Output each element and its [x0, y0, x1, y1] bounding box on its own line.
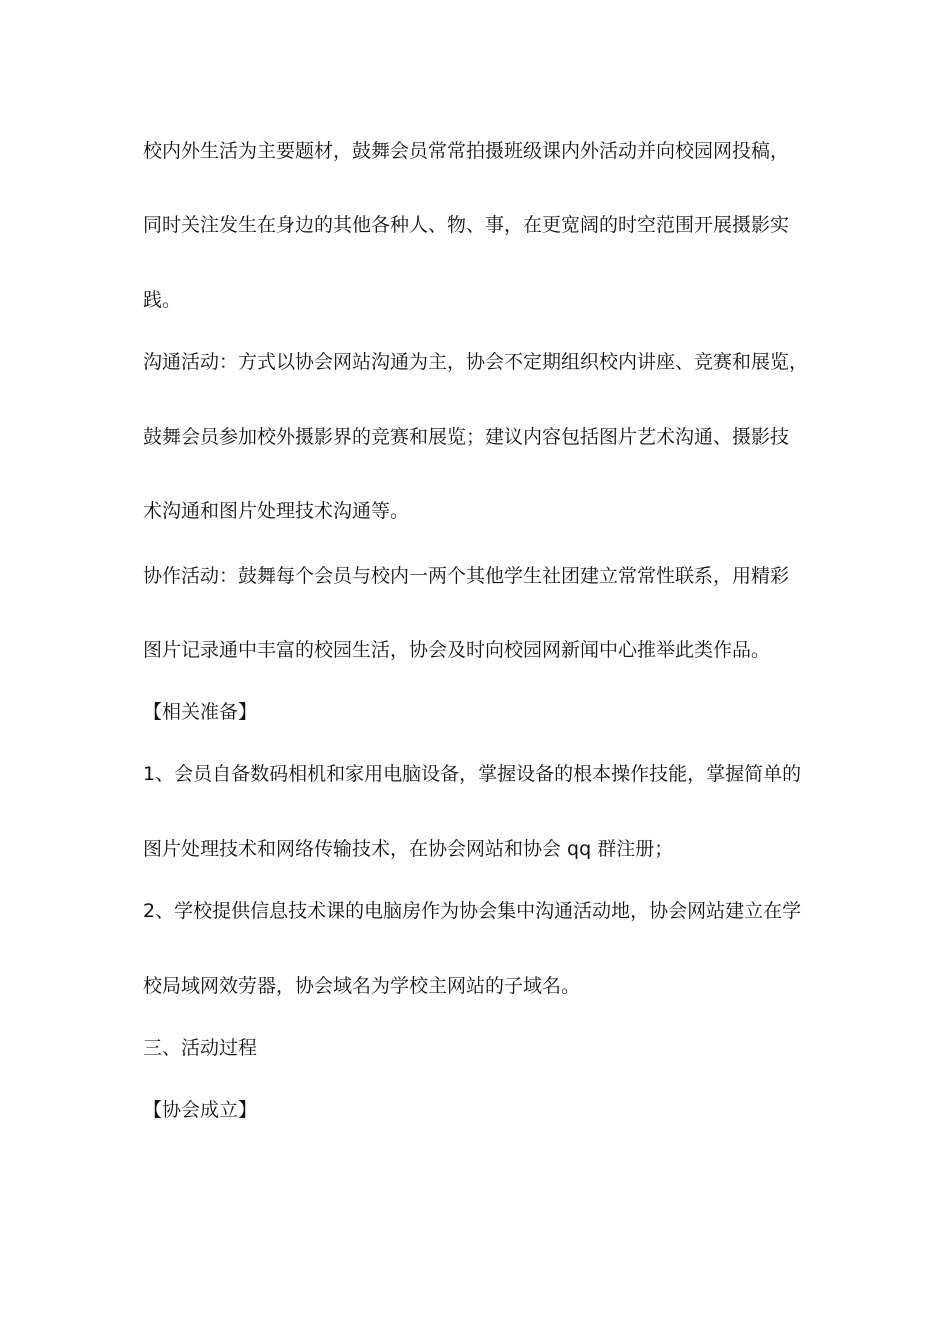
paragraph-line: 践。: [143, 289, 182, 311]
paragraph-line: 协作活动：鼓舞每个会员与校内一两个其他学生社团建立常常性联系，用精彩: [143, 565, 790, 587]
paragraph-line: 鼓舞会员参加校外摄影界的竞赛和展览；建议内容包括图片艺术沟通、摄影技: [143, 426, 790, 448]
paragraph-line: 图片处理技术和网络传输技术，在协会网站和协会 qq 群注册；: [143, 838, 674, 860]
paragraph-line: 沟通活动：方式以协会网站沟通为主，协会不定期组织校内讲座、竞赛和展览，: [143, 351, 809, 373]
paragraph-line: 同时关注发生在身边的其他各种人、物、事，在更宽阔的时空范围开展摄影实: [143, 214, 790, 236]
paragraph-line: 1、会员自备数码相机和家用电脑设备，掌握设备的根本操作技能，掌握简单的: [143, 763, 802, 785]
paragraph-line: 2、学校提供信息技术课的电脑房作为协会集中沟通活动地，协会网站建立在学: [143, 900, 802, 922]
section-heading: 三、活动过程: [143, 1037, 258, 1059]
section-heading: 【协会成立】: [143, 1099, 258, 1121]
paragraph-line: 校局域网效劳器，协会域名为学校主网站的子域名。: [143, 975, 581, 997]
paragraph-line: 校内外生活为主要题材，鼓舞会员常常拍摄班级课内外活动并向校园网投稿，: [143, 140, 790, 162]
section-heading: 【相关准备】: [143, 701, 258, 723]
paragraph-line: 术沟通和图片处理技术沟通等。: [143, 500, 410, 522]
paragraph-line: 图片记录通中丰富的校园生活，协会及时向校园网新闻中心推举此类作品。: [143, 639, 771, 661]
